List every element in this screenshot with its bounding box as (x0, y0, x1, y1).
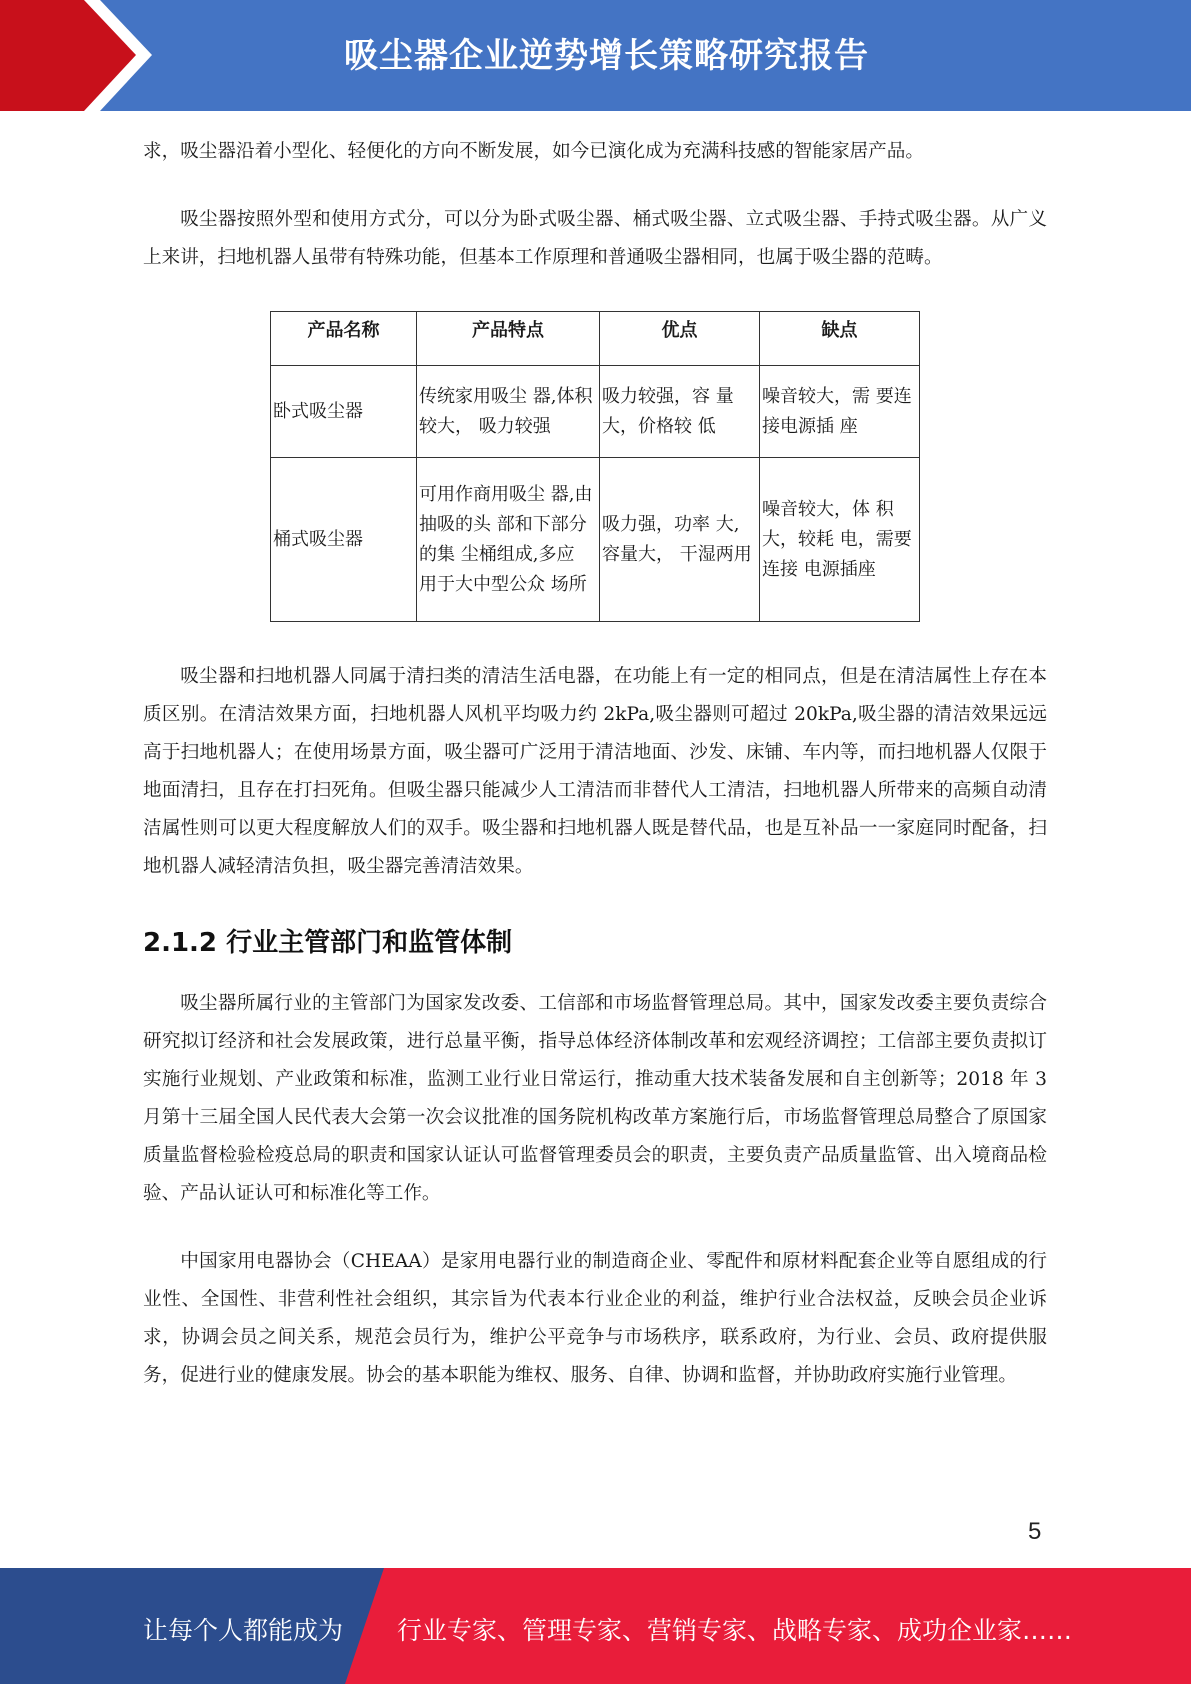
table-cell: 噪音较大，需 要连接电源插 座 (760, 366, 920, 458)
paragraph-vacuum-types: 吸尘器按照外型和使用方式分，可以分为卧式吸尘器、桶式吸尘器、立式吸尘器、手持式吸尘器。从广义上来讲，扫地机器人虽带有特殊功能，但基本工作原理和普通吸尘器相同，也属于吸尘器的范畴。 (143, 209, 1047, 268)
table-row (271, 366, 920, 458)
paragraph-comparison: 吸尘器和扫地机器人同属于清扫类的清洁生活电器，在功能上有一定的相同点，但是在清洁属性上存在本质区别。在清洁效果方面，扫地机器人风机平均吸力约 2kPa,吸尘器则可超过 20kPa,吸尘器的清洁效果远远高于扫地机器人；在使用场景方面，吸尘器可广泛用于清洁地面、沙发、床铺、车内等，而扫地机器人仅限于地面清扫，且存在打扫死角。但吸尘器只能减少人工清洁而非替代人工清洁，扫地机器人所带来的高频自动清洁属性则可以更大程度解放人们的双手。吸尘器和扫地机器人既是替代品，也是互补品一一家庭同时配备，扫地机器人减轻清洁负担，吸尘器完善清洁效果。 (143, 666, 1047, 877)
table-cell: 吸力较强，容 量大，价格较 低 (600, 366, 760, 458)
paragraph-regulators: 吸尘器所属行业的主管部门为国家发改委、工信部和市场监督管理总局。其中，国家发改委主要负责综合研究拟订经济和社会发展政策，进行总量平衡，指导总体经济体制改革和宏观经济调控；工信部主要负责拟订实施行业规划、产业政策和标准，监测工业行业日常运行，推动重大技术装备发展和自主创新等；2018 年 3 月第十三届全国人民代表大会第一次会议批准的国务院机构改革方案施行后，市场监督管理总局整合了原国家质量监督检验检疫总局的职责和国家认证认可监督管理委员会的职责，主要负责产品质量监管、出入境商品检验、产品认证认可和标准化等工作。 (143, 993, 1047, 1204)
paragraph-continued: 求，吸尘器沿着小型化、轻便化的方向不断发展，如今已演化成为充满科技感的智能家居产品。 (143, 141, 924, 162)
table-cell: 桶式吸尘器 (271, 458, 417, 622)
table-header-cell: 缺点 (760, 312, 920, 366)
table-cell: 传统家用吸尘 器,体积较大， 吸力较强 (417, 366, 600, 458)
table-cell: 吸力强，功率 大,容量大， 干湿两用 (600, 458, 760, 622)
page-footer (0, 1568, 1191, 1684)
table-cell: 可用作商用吸尘 器,由抽吸的头 部和下部分的集 尘桶组成,多应 用于大中型公众 场所 (417, 458, 600, 622)
page-body (143, 133, 1047, 1395)
table-header-row (271, 312, 920, 366)
page-number: 5 (1028, 1518, 1042, 1545)
table-cell: 卧式吸尘器 (271, 366, 417, 458)
report-title: 吸尘器企业逆势增长策略研究报告 (344, 36, 869, 76)
table-header-cell: 优点 (600, 312, 760, 366)
footer-slogan-right: 行业专家、管理专家、营销专家、战略专家、成功企业家…… (397, 1616, 1073, 1645)
page-header (0, 0, 1191, 111)
table-cell: 噪音较大，体 积大，较耗 电，需要连接 电源插座 (760, 458, 920, 622)
table-header-cell: 产品名称 (271, 312, 417, 366)
table-header-cell: 产品特点 (417, 312, 600, 366)
vacuum-type-table (270, 311, 920, 622)
paragraph-cheaa: 中国家用电器协会（CHEAA）是家用电器行业的制造商企业、零配件和原材料配套企业等自愿组成的行业性、全国性、非营利性社会组织，其宗旨为代表本行业企业的利益，维护行业合法权益，反映会员企业诉求，协调会员之间关系，规范会员行为，维护公平竞争与市场秩序，联系政府，为行业、会员、政府提供服务，促进行业的健康发展。协会的基本职能为维权、服务、自律、协调和监督，并协助政府实施行业管理。 (143, 1251, 1047, 1386)
footer-slogan-left: 让每个人都能成为 (143, 1616, 344, 1645)
table-row (271, 458, 920, 622)
section-heading: 2.1.2 行业主管部门和监管体制 (143, 928, 513, 958)
